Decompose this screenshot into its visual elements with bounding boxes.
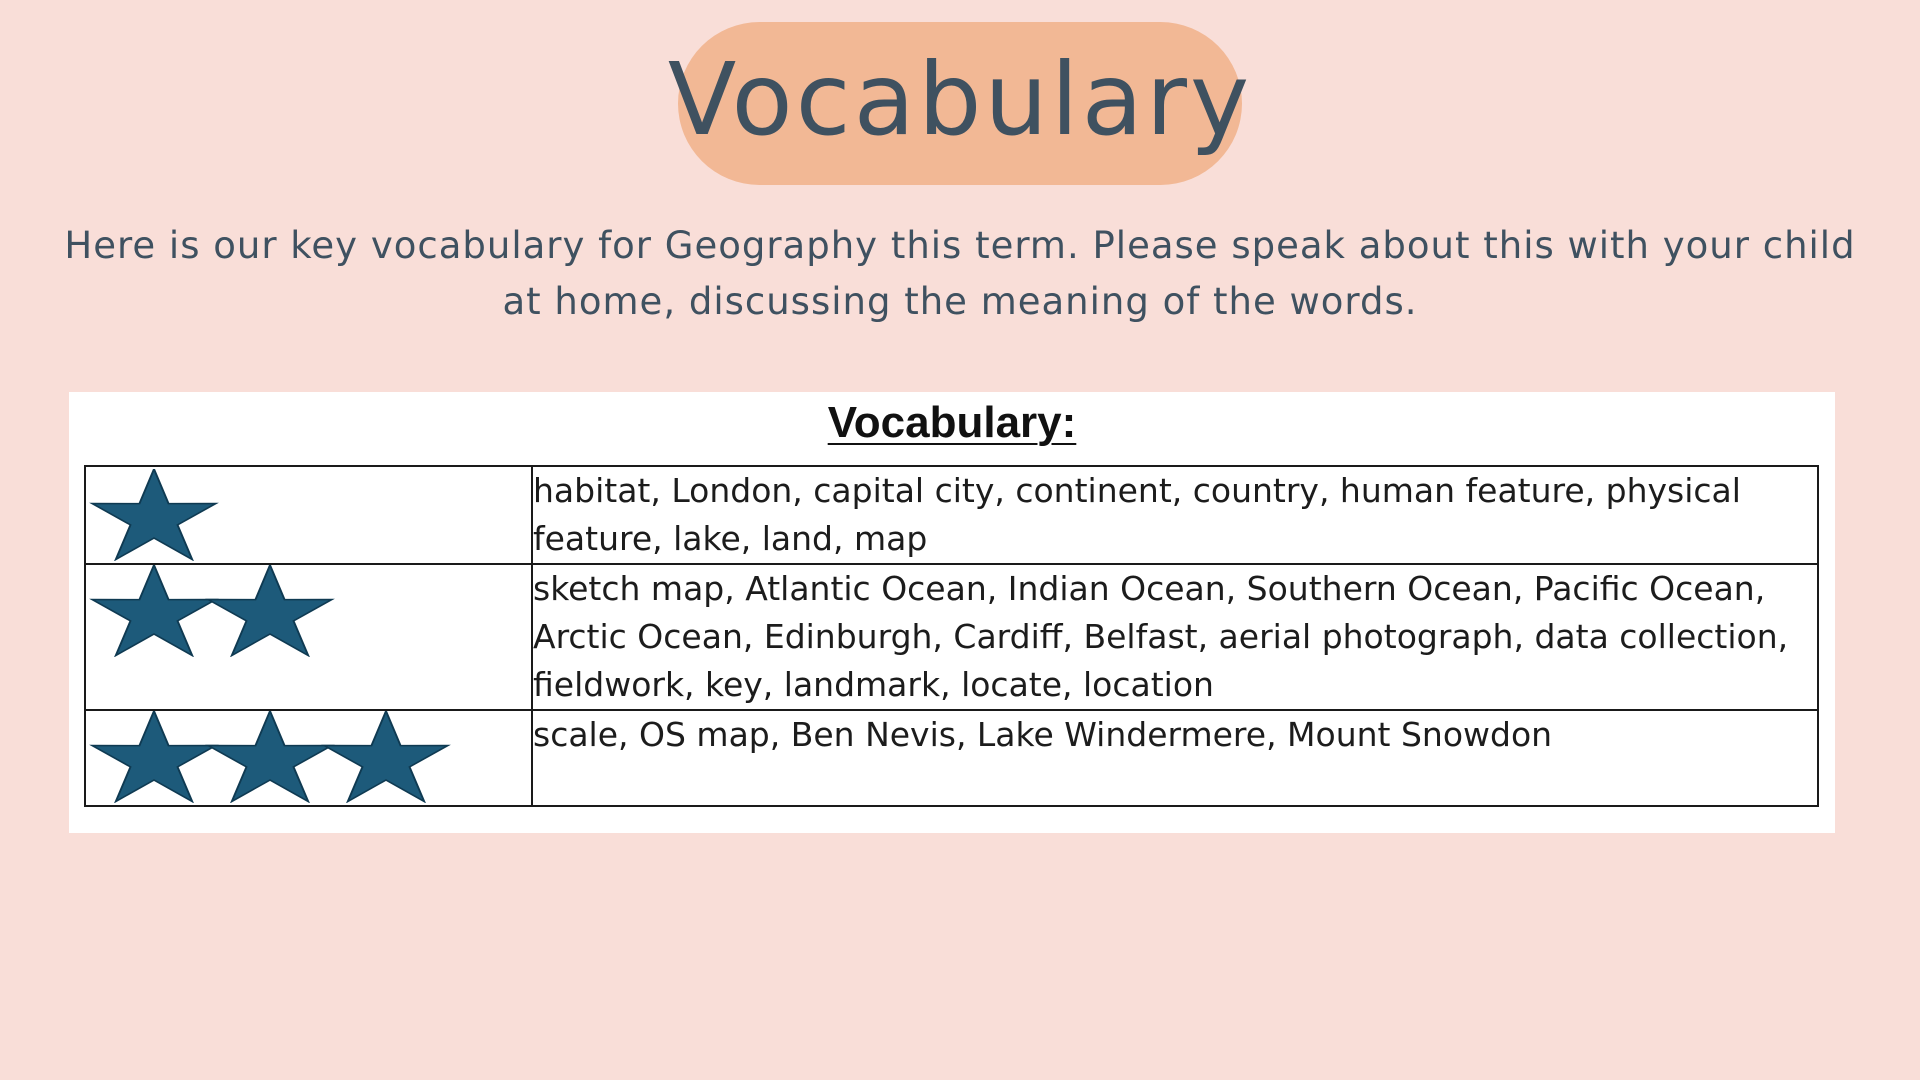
vocabulary-heading-text: Vocabulary: bbox=[827, 398, 1077, 447]
vocabulary-heading bbox=[69, 398, 1835, 448]
stars-cell bbox=[85, 466, 532, 564]
star-icon bbox=[86, 469, 222, 561]
vocabulary-panel bbox=[69, 392, 1835, 833]
vocabulary-words: sketch map, Atlantic Ocean, Indian Ocean, Southern Ocean, Pacific Ocean, Arctic Ocean, Edinburgh, Cardiff, Belfast, aerial photograph, data collection, fieldwork, key, landmark, locate, location bbox=[532, 564, 1818, 710]
vocabulary-words: scale, OS map, Ben Nevis, Lake Windermere, Mount Snowdon bbox=[532, 710, 1818, 806]
vocabulary-words: habitat, London, capital city, continent, country, human feature, physical feature, lake, land, map bbox=[532, 466, 1818, 564]
intro-text: Here is our key vocabulary for Geography this term. Please speak about this with your child at home, discussing the meaning of the words. bbox=[64, 224, 1856, 323]
star-icon bbox=[318, 711, 454, 803]
stars-cell bbox=[85, 710, 532, 806]
star-icon bbox=[202, 565, 338, 657]
star-rating bbox=[86, 467, 531, 565]
table-row bbox=[85, 564, 1818, 710]
star-rating bbox=[86, 565, 531, 709]
page-title: Vocabulary bbox=[667, 40, 1253, 158]
table-row bbox=[85, 710, 1818, 806]
vocabulary-table bbox=[84, 465, 1819, 807]
stars-cell bbox=[85, 564, 532, 710]
title-pill bbox=[667, 22, 1253, 185]
star-rating bbox=[86, 711, 531, 805]
table-row bbox=[85, 466, 1818, 564]
